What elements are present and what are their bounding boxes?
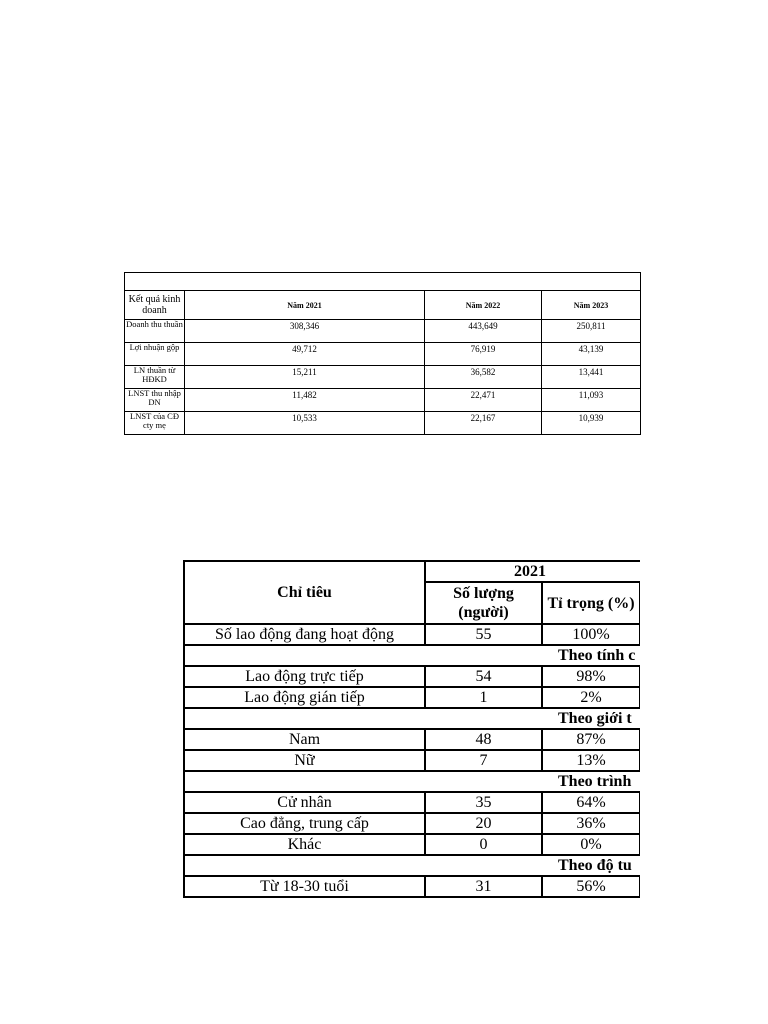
cell-share: 100%	[542, 624, 640, 645]
group-title: Theo độ tu	[184, 855, 640, 876]
cell-value: 15,211	[185, 366, 425, 389]
table-row	[184, 729, 640, 750]
group-row	[184, 708, 640, 729]
header-year: Năm 2021	[185, 291, 425, 320]
group-title: Theo tính c	[184, 645, 640, 666]
table-row	[184, 813, 640, 834]
cell-value: 22,167	[425, 412, 542, 435]
row-label: Từ 18-30 tuổi	[184, 876, 425, 897]
cell-share: 36%	[542, 813, 640, 834]
table-row	[184, 792, 640, 813]
row-label: LN thuần từ HĐKD	[125, 366, 185, 389]
table-row	[125, 320, 641, 343]
business-results-table	[124, 272, 641, 435]
row-label: Số lao động đang hoạt động	[184, 624, 425, 645]
cell-count: 55	[425, 624, 542, 645]
share-header: Tỉ trọng (%)	[542, 582, 640, 624]
group-row	[184, 645, 640, 666]
labour-table	[183, 560, 640, 898]
row-label: Doanh thu thuần	[125, 320, 185, 343]
cell-share: 56%	[542, 876, 640, 897]
table-row	[184, 666, 640, 687]
table-row	[125, 389, 641, 412]
header-year: Năm 2022	[425, 291, 542, 320]
cell-count: 20	[425, 813, 542, 834]
table-row	[184, 624, 640, 645]
cell-share: 87%	[542, 729, 640, 750]
cell-value: 22,471	[425, 389, 542, 412]
row-label: Lợi nhuận gộp	[125, 343, 185, 366]
table-row	[184, 750, 640, 771]
year-header: 2021	[425, 561, 640, 582]
row-label: LNST của CĐ cty mẹ	[125, 412, 185, 435]
cell-value: 76,919	[425, 343, 542, 366]
labour-table-wrapper	[183, 560, 640, 934]
cell-count: 7	[425, 750, 542, 771]
cell-count: 35	[425, 792, 542, 813]
cell-share: 2%	[542, 687, 640, 708]
cell-count: 0	[425, 834, 542, 855]
indicator-header: Chỉ tiêu	[184, 561, 425, 624]
group-title: Theo giới t	[184, 708, 640, 729]
row-label: Lao động gián tiếp	[184, 687, 425, 708]
table-row	[125, 412, 641, 435]
row-label: Cao đẳng, trung cấp	[184, 813, 425, 834]
cell-value: 49,712	[185, 343, 425, 366]
cell-share: 13%	[542, 750, 640, 771]
header-label: Kết quả kinh doanh	[125, 291, 185, 320]
cell-count: 48	[425, 729, 542, 750]
cell-value: 10,533	[185, 412, 425, 435]
cell-count: 54	[425, 666, 542, 687]
row-label: Nữ	[184, 750, 425, 771]
cell-value: 43,139	[542, 343, 641, 366]
cell-value: 13,441	[542, 366, 641, 389]
count-header: Số lượng (người)	[425, 582, 542, 624]
cell-value: 250,811	[542, 320, 641, 343]
header-year: Năm 2023	[542, 291, 641, 320]
cell-value: 36,582	[425, 366, 542, 389]
cell-value: 443,649	[425, 320, 542, 343]
table-row	[184, 876, 640, 897]
cell-value: 11,093	[542, 389, 641, 412]
table-row	[184, 834, 640, 855]
cell-count: 1	[425, 687, 542, 708]
group-row	[184, 855, 640, 876]
cell-value: 11,482	[185, 389, 425, 412]
table-row	[184, 687, 640, 708]
row-label: LNST thu nhập DN	[125, 389, 185, 412]
row-label: Khác	[184, 834, 425, 855]
table-title-row	[125, 273, 641, 291]
cell-share: 0%	[542, 834, 640, 855]
cell-share: 64%	[542, 792, 640, 813]
table-row	[125, 343, 641, 366]
row-label: Nam	[184, 729, 425, 750]
cell-value: 10,939	[542, 412, 641, 435]
table-header-row	[125, 291, 641, 320]
row-label: Lao động trực tiếp	[184, 666, 425, 687]
cell-value: 308,346	[185, 320, 425, 343]
cell-count: 31	[425, 876, 542, 897]
table-row	[125, 366, 641, 389]
table-header-row	[184, 561, 640, 582]
cell-share: 98%	[542, 666, 640, 687]
group-title: Theo trình	[184, 771, 640, 792]
row-label: Cử nhân	[184, 792, 425, 813]
group-row	[184, 771, 640, 792]
